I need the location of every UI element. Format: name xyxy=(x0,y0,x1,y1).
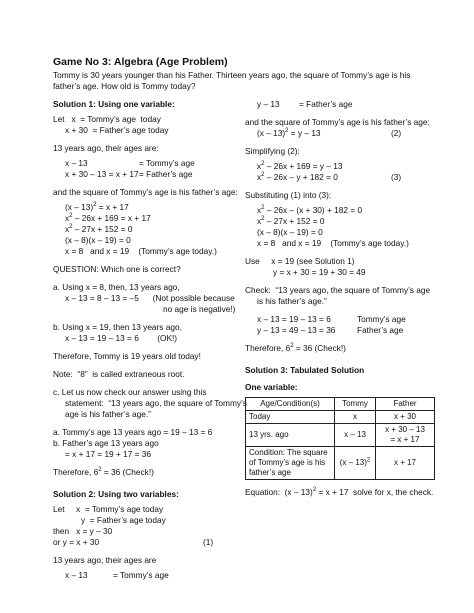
check-tommy-row: x – 13 = 19 – 13 = 6 Tommy’s age xyxy=(257,314,406,324)
option-a-line2: x – 13 = 8 – 13 = –5 (Not possible because xyxy=(65,293,235,303)
let2-y-line: y = Father’s age today xyxy=(81,515,166,525)
use-line-2: y = x + 30 = 19 + 30 = 49 xyxy=(273,267,366,277)
equation-step-1: (x – 13)$^2$ = x + 17 xyxy=(65,202,129,212)
tommy-age-row-2: x – 13 = Tommy’s age xyxy=(65,570,169,580)
subst-step-4: x = 8 and x = 19 (Tommy’s age today.) xyxy=(257,238,409,248)
table-header-cell: Age/Condition(s) xyxy=(246,398,335,411)
note-line: Note: “8” is called extraneous root. xyxy=(53,369,185,379)
table-cell: Condition: The square of Tommy’s age is his father’s age xyxy=(246,447,335,480)
let-father-line: x + 30 = Father’s age today xyxy=(65,125,169,135)
check-a-line: a. Tommy’s age 13 years ago = 19 – 13 = 6 xyxy=(53,427,213,437)
table-cell: 13 yrs. ago xyxy=(246,424,335,447)
table-header-cell: Tommy xyxy=(335,398,376,411)
ages-ago-text-2: 13 years ago, their ages are xyxy=(53,555,157,565)
or-line: or y = x + 30 (1) xyxy=(53,537,214,547)
check-b-value: = x + 17 = 19 + 17 = 36 xyxy=(65,449,152,459)
table-row xyxy=(246,411,435,424)
therefore-line-1: Therefore, Tommy is 19 years old today! xyxy=(53,351,201,361)
table-header-cell: Father xyxy=(376,398,435,411)
option-a-line1: a. Using x = 8, then, 13 years ago, xyxy=(53,282,180,292)
table-row xyxy=(246,447,435,480)
table-cell: x – 13 xyxy=(335,424,376,447)
check-line-2: is his father’s age.” xyxy=(257,296,327,306)
option-b-line2: x – 13 = 19 – 13 = 6 (OK!) xyxy=(65,333,178,343)
option-a-line3: no age is negative!) xyxy=(163,304,236,314)
left-column xyxy=(53,95,247,581)
solution1-heading: Solution 1: Using one variable: xyxy=(53,99,175,109)
check-c-line3: age is his father’s age.” xyxy=(65,409,151,419)
question-line: QUESTION: Which one is correct? xyxy=(53,264,181,274)
simplifying-label: Simplifying (2): xyxy=(245,146,300,156)
problem-statement: Tommy is 30 years younger than his Father. Thirteen years ago, the square of Tommy’s age is his father’s age. How old is Tommy today? xyxy=(53,70,411,91)
check-b-line: b. Father’s age 13 years ago xyxy=(53,438,159,448)
equation-2: (x – 13)$^2$ = y – 13 (2) xyxy=(257,128,402,138)
check-c-line2: statement: “13 years ago, the square of Tommy’s xyxy=(65,398,247,408)
table-cell: Today xyxy=(246,411,335,424)
option-b-line1: b. Using x = 19, then 13 years ago, xyxy=(53,322,182,332)
simplify-step-1: $x^2 - 26x + 169 = y - 13$ xyxy=(257,161,343,171)
father-age-row-2: y – 13 = Father’s age xyxy=(257,99,353,109)
use-line-1: Use x = 19 (see Solution 1) xyxy=(245,256,355,266)
check-c-line1: c. Let us now check our answer using this xyxy=(53,387,207,397)
table-cell: x + 30 xyxy=(376,411,435,424)
check-line-1: Check: “13 years ago, the square of Tommy’s age xyxy=(245,285,431,295)
table-cell: x + 17 xyxy=(376,447,435,480)
age-table xyxy=(245,397,435,480)
therefore-line-3: Therefore, $6^2 = 36$ (Check!) xyxy=(245,343,346,353)
solution2-heading: Solution 2: Using two variables: xyxy=(53,489,179,499)
square-statement: and the square of Tommy’s age is his father’s age: xyxy=(53,187,238,197)
equation-step-5: x = 8 and x = 19 (Tommy’s age today.) xyxy=(65,246,217,256)
table-cell: (x – 13)$^2$ xyxy=(335,447,376,480)
table-row xyxy=(246,424,435,447)
subst-step-3: (x – 8)(x – 19) = 0 xyxy=(257,227,323,237)
subst-step-2: $x^2 - 27x + 152 = 0$ xyxy=(257,216,325,226)
document-title: Game No 3: Algebra (Age Problem) xyxy=(53,56,228,68)
square-statement-2: and the square of Tommy’s age is his father’s age: xyxy=(245,117,430,127)
equation-step-4: (x – 8)(x – 19) = 0 xyxy=(65,235,131,245)
simplify-step-2: $x^2 - 26x - y + 182 = 0$ (3) xyxy=(257,172,402,182)
let-x-line: Let x = Tommy’s age today xyxy=(53,114,161,124)
equation-step-3: $x^2 - 27x + 152 = 0$ xyxy=(65,224,133,234)
table-cell: x + 30 – 13 = x + 17 xyxy=(376,424,435,447)
then-line: then x = y – 30 xyxy=(53,526,113,536)
therefore-line-2: Therefore, $6^2 = 36$ (Check!) xyxy=(53,467,154,477)
subst-step-1: $x^2 - 26x - (x + 30) + 182 = 0$ xyxy=(257,205,363,215)
table-cell: x xyxy=(335,411,376,424)
one-variable-label: One variable: xyxy=(245,382,298,392)
let2-x-line: Let x = Tommy’s age today xyxy=(53,504,164,514)
equation-step-2: $x^2 - 26x + 169 = x + 17$ xyxy=(65,213,151,223)
equation-line: Equation: (x – 13)$^2$ = x + 17 solve for x, the check. xyxy=(245,487,434,497)
substituting-label: Substituting (1) into (3): xyxy=(245,190,332,200)
solution3-heading: Solution 3: Tabulated Solution xyxy=(245,365,365,375)
check-father-row: y – 13 = 49 – 13 = 36 Father’s age xyxy=(257,325,404,335)
tommy-age-row: x – 13 = Tommy’s age xyxy=(65,158,195,168)
father-age-row: x + 30 – 13 = x + 17 = Father’s age xyxy=(65,169,193,179)
table-header-row xyxy=(246,398,435,411)
right-column xyxy=(245,95,435,498)
ages-ago-text: 13 years ago, their ages are: xyxy=(53,143,159,153)
